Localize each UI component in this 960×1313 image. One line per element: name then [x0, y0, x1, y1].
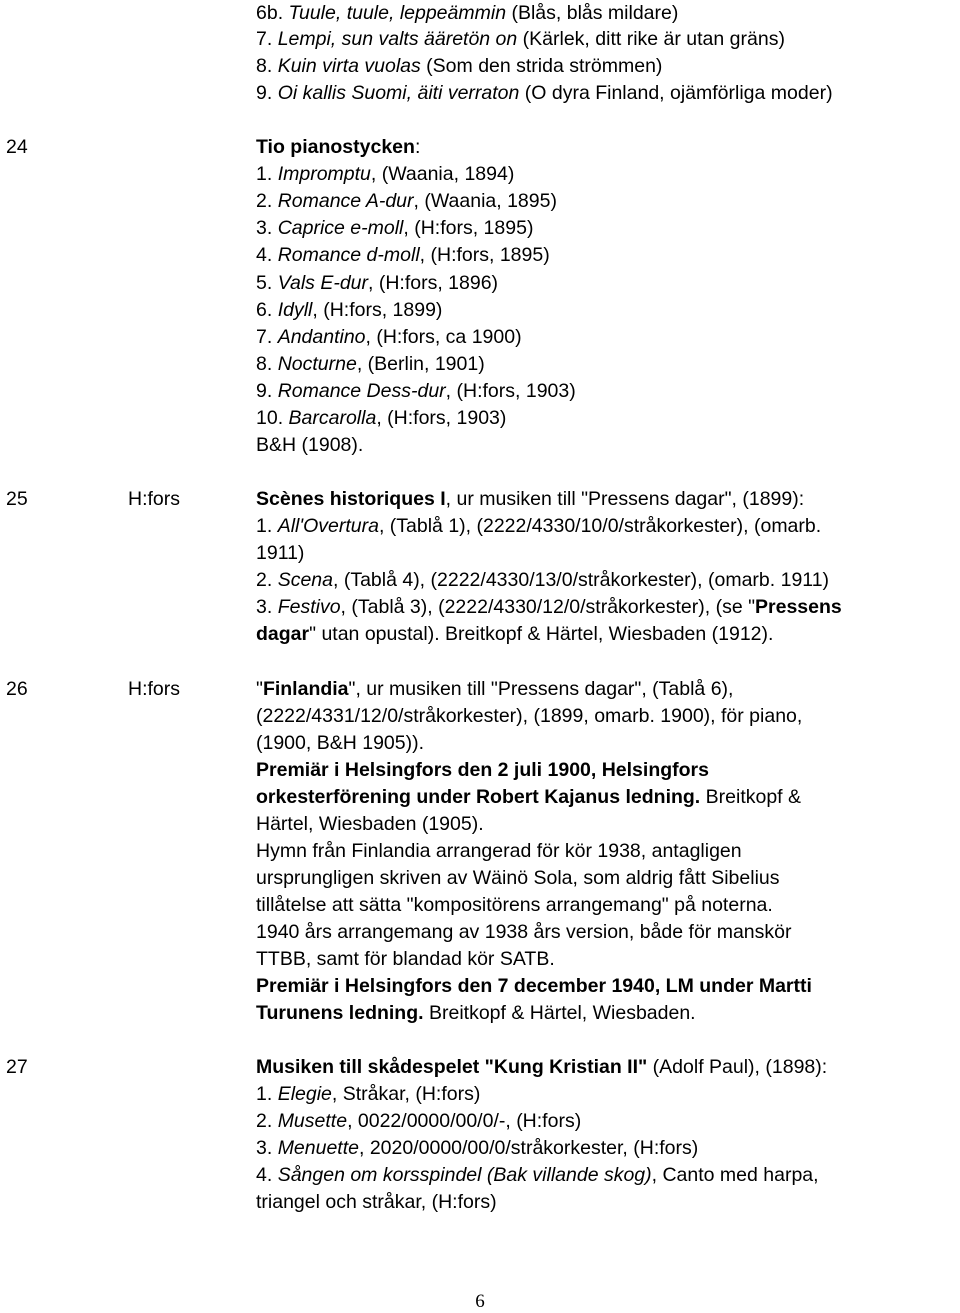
entry-number: 26	[6, 678, 28, 700]
list-item: 2. Romance A-dur, (Waania, 1895)	[256, 190, 557, 212]
text-line: dagar" utan opustal). Breitkopf & Härtel, Wiesbaden (1912).	[256, 623, 774, 645]
list-item: 8. Kuin virta vuolas (Som den strida strömmen)	[256, 55, 663, 77]
text-line: Hymn från Finlandia arrangerad för kör 1938, antagligen	[256, 840, 742, 862]
text-line: ursprungligen skriven av Wäinö Sola, som aldrig fått Sibelius	[256, 867, 780, 889]
text-line: triangel och stråkar, (H:fors)	[256, 1191, 497, 1213]
premiere-note: Premiär i Helsingfors den 2 juli 1900, Helsingfors	[256, 759, 709, 781]
entry-heading: Scènes historiques I, ur musiken till "Pressens dagar", (1899):	[256, 488, 805, 510]
text-line: (2222/4331/12/0/stråkorkester), (1899, omarb. 1900), för piano,	[256, 705, 803, 727]
text-line: 1911)	[256, 542, 305, 564]
list-item: 7. Lempi, sun valts ääretön on (Kärlek, ditt rike är utan gräns)	[256, 28, 785, 50]
text-line: TTBB, samt för blandad kör SATB.	[256, 948, 555, 970]
premiere-note: Turunens ledning. Breitkopf & Härtel, Wiesbaden.	[256, 1002, 696, 1024]
list-item: 2. Scena, (Tablå 4), (2222/4330/13/0/stråkorkester), (omarb. 1911)	[256, 569, 830, 591]
list-item: 6b. Tuule, tuule, leppeämmin (Blås, blås mildare)	[256, 2, 679, 24]
list-item: 1. Elegie, Stråkar, (H:fors)	[256, 1083, 481, 1105]
list-item: 9. Oi kallis Suomi, äiti verraton (O dyra Finland, ojämförliga moder)	[256, 82, 833, 104]
list-item: 3. Festivo, (Tablå 3), (2222/4330/12/0/stråkorkester), (se "Pressens	[256, 596, 842, 618]
list-item: 3. Menuette, 2020/0000/00/0/stråkorkester, (H:fors)	[256, 1137, 699, 1159]
entry-place: H:fors	[128, 488, 181, 510]
publisher-note: B&H (1908).	[256, 434, 364, 456]
entry-number: 24	[6, 136, 28, 158]
text-line: Härtel, Wiesbaden (1905).	[256, 813, 484, 835]
list-item: 5. Vals E-dur, (H:fors, 1896)	[256, 272, 499, 294]
page-number: 6	[475, 1291, 485, 1312]
list-item: 6. Idyll, (H:fors, 1899)	[256, 299, 443, 321]
entry-place: H:fors	[128, 678, 181, 700]
list-item: 1. Impromptu, (Waania, 1894)	[256, 163, 515, 185]
list-item: 3. Caprice e-moll, (H:fors, 1895)	[256, 217, 534, 239]
entry-number: 25	[6, 488, 28, 510]
entry-heading: Musiken till skådespelet "Kung Kristian II" (Adolf Paul), (1898):	[256, 1056, 828, 1078]
list-item: 1. All'Overtura, (Tablå 1), (2222/4330/10/0/stråkorkester), (omarb.	[256, 515, 822, 537]
list-item: 2. Musette, 0022/0000/00/0/-, (H:fors)	[256, 1110, 582, 1132]
premiere-note: orkesterförening under Robert Kajanus ledning. Breitkopf &	[256, 786, 802, 808]
list-item: 4. Sången om korsspindel (Bak villande skog), Canto med harpa,	[256, 1164, 819, 1186]
text-line: (1900, B&H 1905)).	[256, 732, 425, 754]
list-item: 8. Nocturne, (Berlin, 1901)	[256, 353, 485, 375]
entry-heading: Tio pianostycken:	[256, 136, 421, 158]
entry-number: 27	[6, 1056, 28, 1078]
text-line: tillåtelse att sätta "kompositörens arrangemang" på noterna.	[256, 894, 773, 916]
list-item: 4. Romance d-moll, (H:fors, 1895)	[256, 244, 550, 266]
text-line: 1940 års arrangemang av 1938 års version, både för manskör	[256, 921, 792, 943]
entry-heading: "Finlandia", ur musiken till "Pressens dagar", (Tablå 6),	[256, 678, 734, 700]
list-item: 7. Andantino, (H:fors, ca 1900)	[256, 326, 522, 348]
premiere-note: Premiär i Helsingfors den 7 december 1940, LM under Martti	[256, 975, 812, 997]
list-item: 10. Barcarolla, (H:fors, 1903)	[256, 407, 507, 429]
list-item: 9. Romance Dess-dur, (H:fors, 1903)	[256, 380, 576, 402]
